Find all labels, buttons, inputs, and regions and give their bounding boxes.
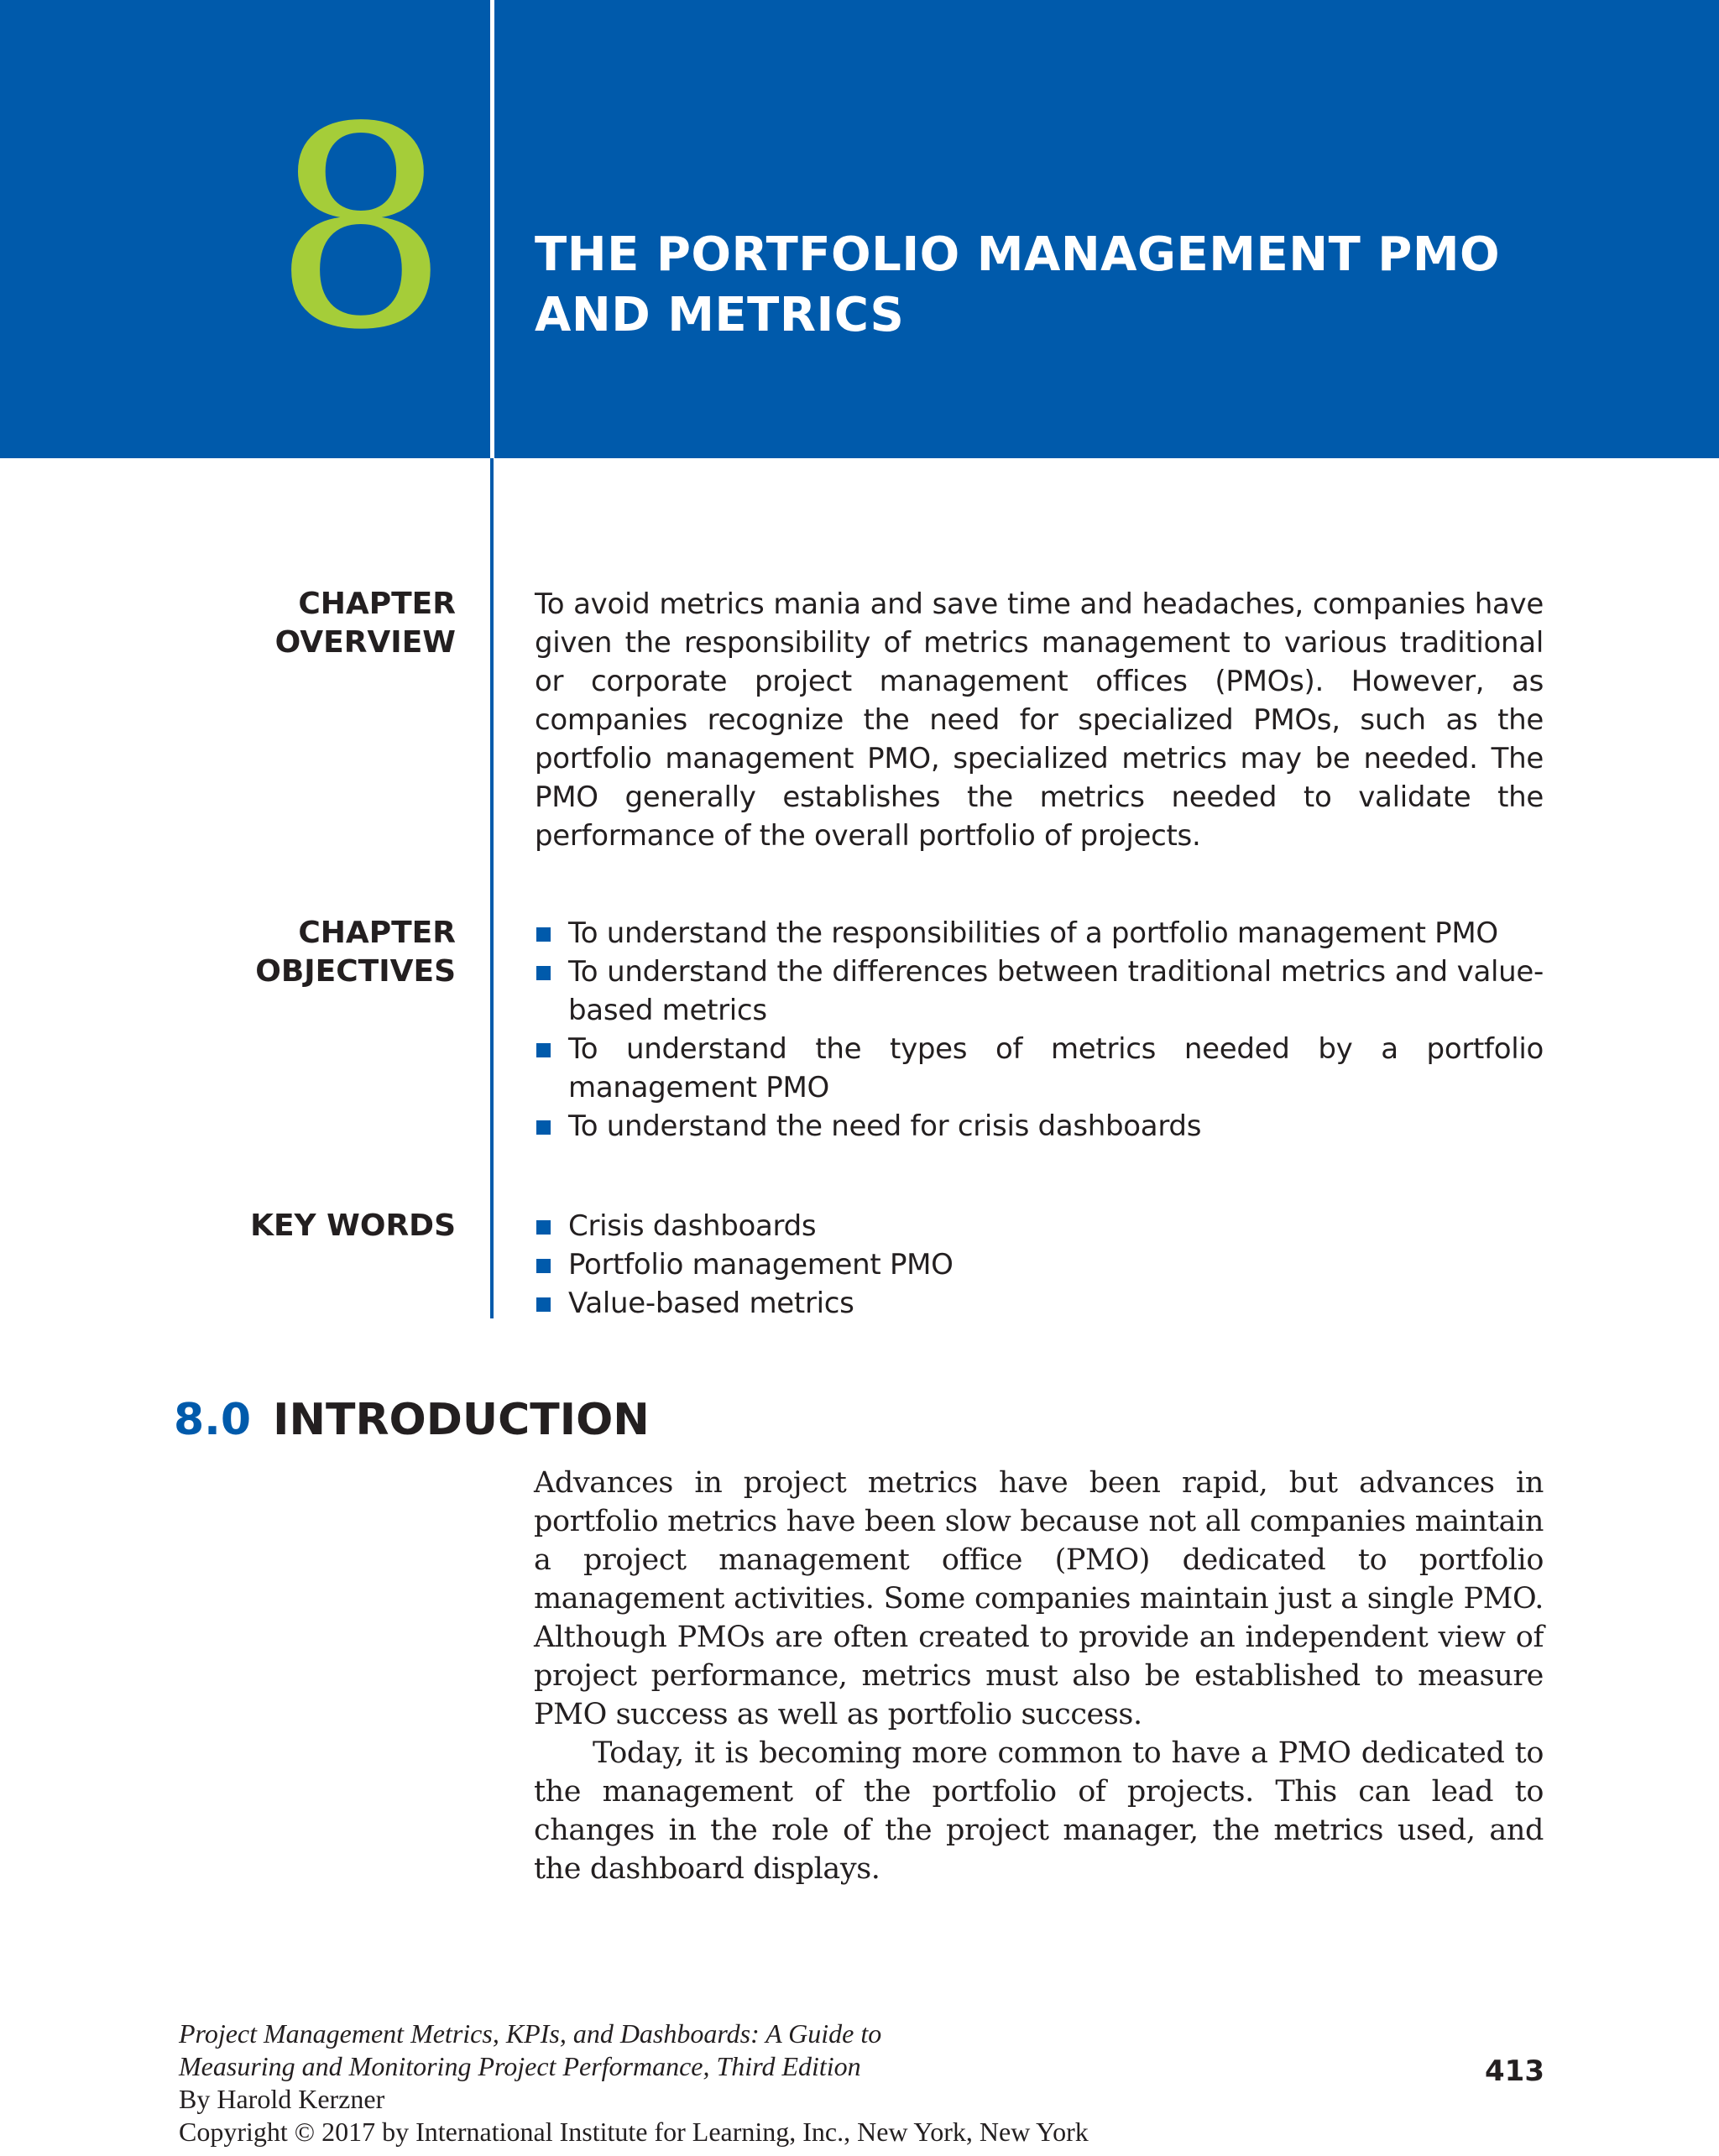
overview-label-line-2: OVERVIEW — [274, 625, 456, 660]
objectives-list — [535, 914, 1544, 1146]
chapter-title — [535, 225, 1626, 346]
chapter-title-line-2: AND METRICS — [535, 288, 905, 342]
section-heading — [174, 1393, 650, 1447]
section-body — [534, 1464, 1544, 1888]
body-paragraph: Advances in project metrics have been rapid, but advances in portfolio metrics have been slow because not all companies maintain a project management office (PMO) dedicated to portfolio management activities. Some companies maintain just a single PMO. Although PMOs are often created to provide an independent view of project performance, metrics must also be established to measure PMO success as well as portfolio success. — [534, 1466, 1544, 1731]
section-title: INTRODUCTION — [273, 1395, 650, 1445]
list-item — [535, 1207, 1544, 1245]
overview-label — [134, 585, 456, 662]
square-bullet-icon — [536, 1043, 551, 1057]
keyword-text: Value-based metrics — [568, 1287, 854, 1320]
overview-label-line-1: CHAPTER — [298, 587, 456, 621]
square-bullet-icon — [536, 1120, 551, 1135]
square-bullet-icon — [536, 1220, 551, 1235]
chapter-number: 8 — [273, 68, 449, 390]
chapter-title-line-1: THE PORTFOLIO MANAGEMENT PMO — [535, 227, 1501, 282]
header-divider-line — [490, 0, 494, 458]
keyword-text: Portfolio management PMO — [568, 1248, 954, 1282]
objective-text: To understand the types of metrics needed by a portfolio management PMO — [568, 1032, 1544, 1104]
square-bullet-icon — [536, 1297, 551, 1312]
book-footer — [179, 2018, 1270, 2148]
book-title-line-2: Measuring and Monitoring Project Performance, Third Edition — [179, 2051, 861, 2081]
square-bullet-icon — [536, 1259, 551, 1273]
book-copyright: Copyright © 2017 by International Institute for Learning, Inc., New York, New York — [179, 2117, 1089, 2147]
objective-text: To understand the need for crisis dashboards — [568, 1109, 1202, 1143]
margin-rule — [490, 458, 494, 1318]
square-bullet-icon — [536, 927, 551, 942]
list-item — [535, 953, 1544, 1030]
list-item — [535, 914, 1544, 953]
book-author: By Harold Kerzner — [179, 2084, 385, 2114]
list-item — [535, 1284, 1544, 1323]
objectives-label — [134, 914, 456, 991]
section-number: 8.0 — [174, 1395, 252, 1445]
square-bullet-icon — [536, 966, 551, 980]
objective-text: To understand the responsibilities of a portfolio management PMO — [568, 916, 1498, 950]
keywords-label: KEY WORDS — [250, 1209, 456, 1243]
body-paragraph: Today, it is becoming more common to have a PMO dedicated to the management of the portfolio of projects. This can lead to changes in the role of the project manager, the metrics used, and the dashboard displays. — [534, 1736, 1544, 1886]
objectives-label-line-2: OBJECTIVES — [255, 954, 456, 989]
list-item — [535, 1245, 1544, 1284]
objectives-label-line-1: CHAPTER — [298, 916, 456, 950]
objective-text: To understand the differences between traditional metrics and value-based metrics — [568, 955, 1544, 1027]
keywords-list — [535, 1207, 1544, 1323]
list-item — [535, 1030, 1544, 1107]
overview-text: To avoid metrics mania and save time and headaches, companies have given the responsibility of metrics management to various traditional or corporate project management offices (PMOs). However, as companies recognize the need for specialized PMOs, such as the portfolio management PMO, specialized metrics may be needed. The PMO generally establishes the metrics needed to validate the performance of the overall portfolio of projects. — [535, 587, 1544, 853]
page-number: 413 — [1485, 2054, 1544, 2088]
keyword-text: Crisis dashboards — [568, 1209, 817, 1243]
book-title-line-1: Project Management Metrics, KPIs, and Dashboards: A Guide to — [179, 2018, 882, 2049]
list-item — [535, 1107, 1544, 1146]
